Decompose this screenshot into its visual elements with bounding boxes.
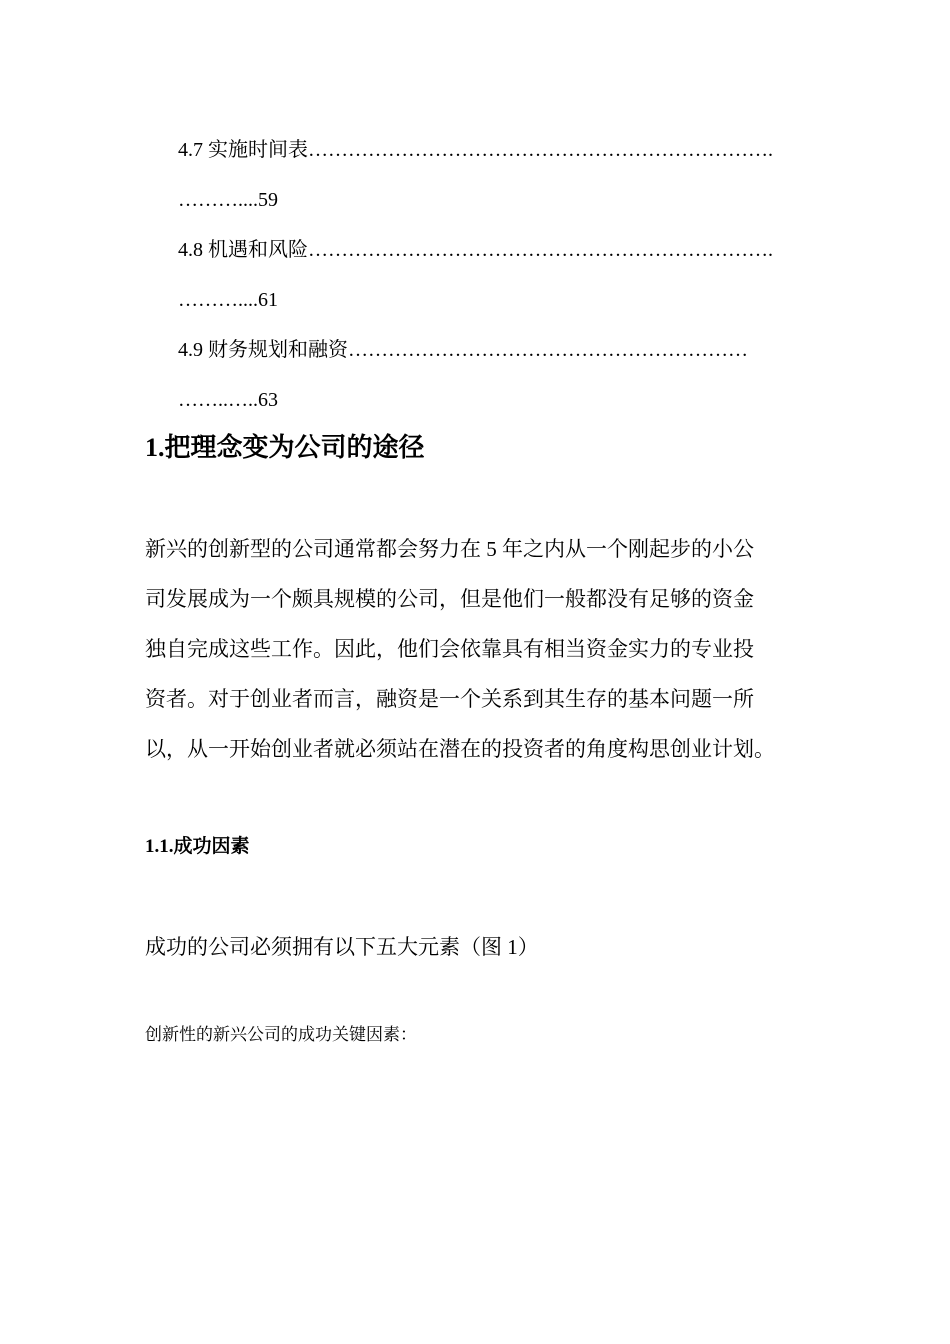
toc-entry-title-line: 4.8 机遇和风险……………………………………………………………. <box>178 239 773 261</box>
paragraph-line: 独自完成这些工作。因此，他们会依靠具有相当资金实力的专业投 <box>145 637 754 661</box>
section-heading: 1.把理念变为公司的途径 <box>145 433 425 462</box>
subsection-heading: 1.1.成功因素 <box>145 836 250 857</box>
toc-entry-title-line: 4.7 实施时间表……………………………………………………………. <box>178 139 773 161</box>
paragraph-line: 司发展成为一个颇具规模的公司，但是他们一般都没有足够的资金 <box>145 587 754 611</box>
paragraph-line: 资者。对于创业者而言，融资是一个关系到其生存的基本问题一所 <box>145 687 754 711</box>
paragraph-line: 新兴的创新型的公司通常都会努力在 5 年之内从一个刚起步的小公 <box>145 537 754 561</box>
toc-entry-page-line: ………....61 <box>178 289 278 311</box>
paragraph-line: 以，从一开始创业者就必须站在潜在的投资者的角度构思创业计划。 <box>145 737 775 761</box>
figure-caption: 创新性的新兴公司的成功关键因素： <box>145 1025 417 1044</box>
toc-entry-page-line: ……..…..63 <box>178 389 278 411</box>
toc-entry-page-line: ………....59 <box>178 189 278 211</box>
subsection-intro: 成功的公司必须拥有以下五大元素（图 1） <box>145 935 539 959</box>
toc-entry-title-line: 4.9 财务规划和融资…………………………………………………… <box>178 339 748 361</box>
